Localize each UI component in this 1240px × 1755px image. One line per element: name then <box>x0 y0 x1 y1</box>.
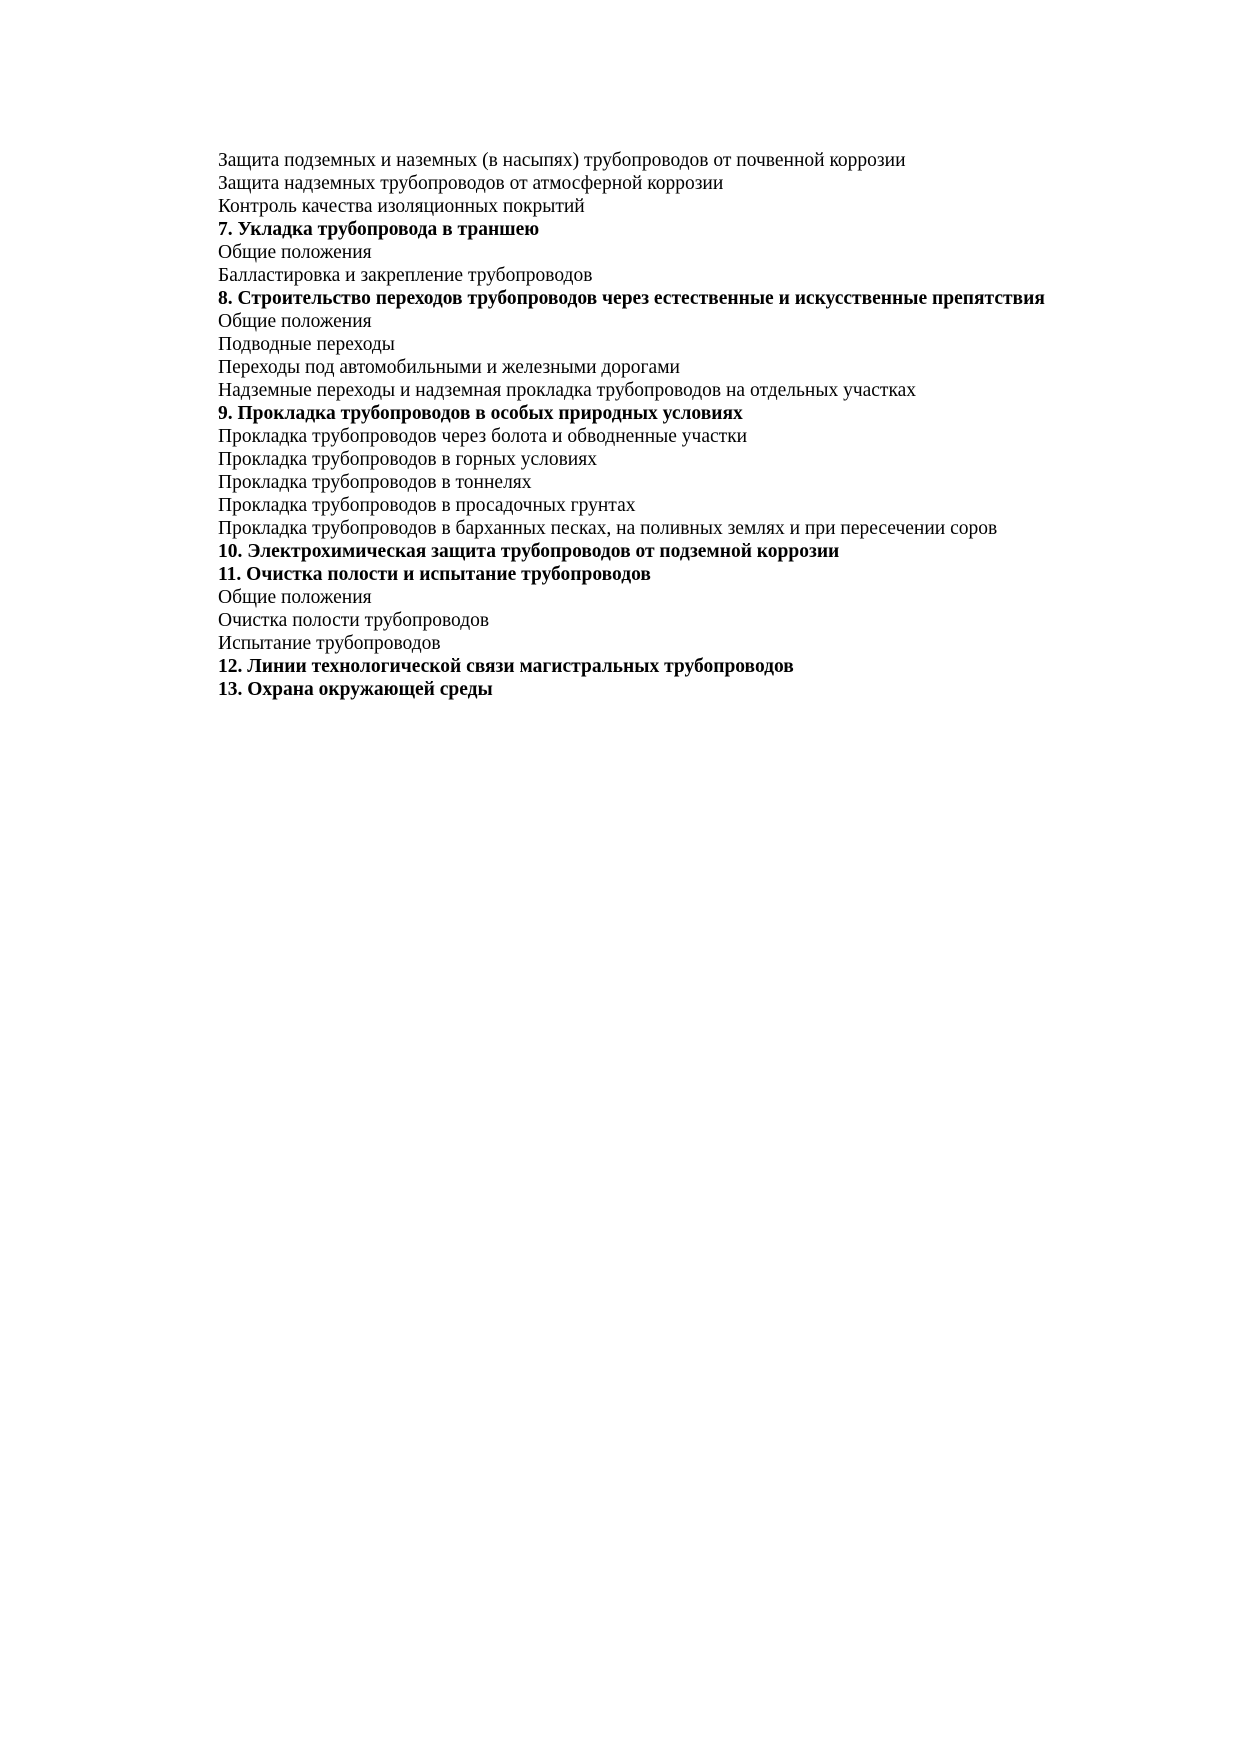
toc-line: Прокладка трубопроводов в барханных песках, на поливных землях и при пересечении соров <box>218 518 998 539</box>
toc-line: Контроль качества изоляционных покрытий <box>218 196 585 217</box>
toc-line: Переходы под автомобильными и железными дорогами <box>218 357 680 378</box>
toc-line: Прокладка трубопроводов в тоннелях <box>218 472 532 493</box>
toc-section-heading: 8. Строительство переходов трубопроводов через естественные и искусственные препятствия <box>218 288 1045 309</box>
toc-line: Общие положения <box>218 311 372 332</box>
toc-line: Подводные переходы <box>218 334 395 355</box>
toc-line: Защита надземных трубопроводов от атмосферной коррозии <box>218 173 724 194</box>
toc-line: Прокладка трубопроводов через болота и обводненные участки <box>218 426 748 447</box>
toc-line: Испытание трубопроводов <box>218 633 441 654</box>
toc-section-heading: 10. Электрохимическая защита трубопроводов от подземной коррозии <box>218 541 840 562</box>
toc-section-heading: 12. Линии технологической связи магистральных трубопроводов <box>218 656 794 677</box>
table-of-contents <box>189 149 1055 701</box>
toc-section-heading: 9. Прокладка трубопроводов в особых природных условиях <box>218 403 743 424</box>
toc-line: Общие положения <box>218 242 372 263</box>
toc-line: Надземные переходы и надземная прокладка трубопроводов на отдельных участках <box>218 380 917 401</box>
toc-section-heading: 7. Укладка трубопровода в траншею <box>218 219 540 240</box>
toc-line: Прокладка трубопроводов в горных условиях <box>218 449 597 470</box>
toc-line: Общие положения <box>218 587 372 608</box>
toc-line: Балластировка и закрепление трубопроводов <box>218 265 593 286</box>
toc-section-heading: 13. Охрана окружающей среды <box>218 679 493 700</box>
toc-line: Прокладка трубопроводов в просадочных грунтах <box>218 495 636 516</box>
toc-line: Очистка полости трубопроводов <box>218 610 490 631</box>
toc-section-heading: 11. Очистка полости и испытание трубопроводов <box>218 564 651 585</box>
toc-line: Защита подземных и наземных (в насыпях) трубопроводов от почвенной коррозии <box>218 150 906 171</box>
